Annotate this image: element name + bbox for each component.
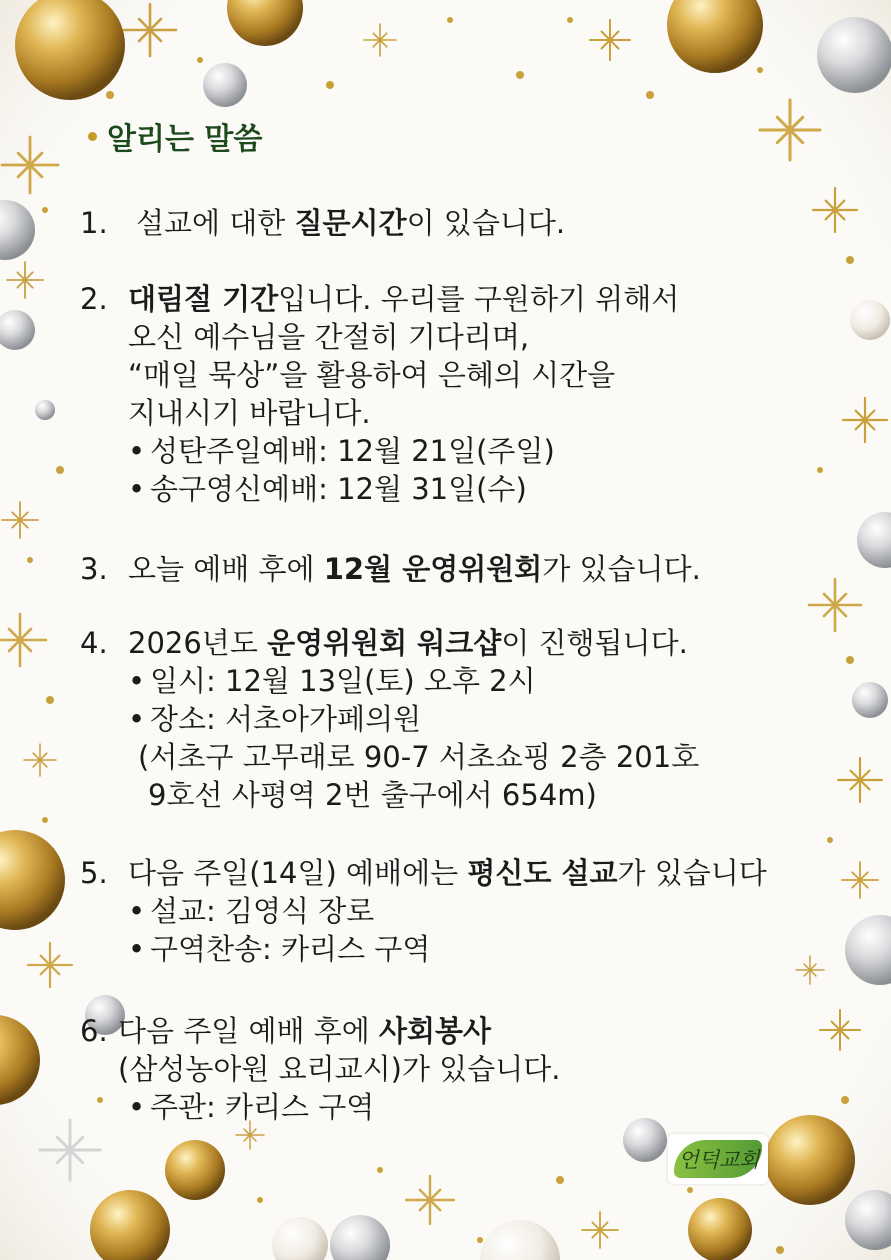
item-number: 4. [80, 626, 108, 660]
gold-bullet-icon [88, 132, 97, 141]
sub-item: • 성탄주일예배: 12월 21일(주일) [150, 432, 555, 470]
item-line [128, 318, 529, 356]
sub-item: • 일시: 12월 13일(토) 오후 2시 [150, 662, 536, 700]
text-segment: (삼성농아원 요리교시)가 있습니다. [118, 1052, 561, 1086]
sub-item: • 설교: 김영식 장로 [150, 892, 374, 930]
item-line [128, 624, 688, 662]
text-segment: 2026년도 [128, 626, 268, 660]
bold-text: 12월 운영위원회 [323, 552, 543, 586]
text-segment: 다음 주일 예배 후에 [118, 1014, 379, 1048]
item-line [128, 550, 701, 588]
text-segment: 가 있습니다. [542, 552, 701, 586]
text-segment: 지내시기 바랍니다. [128, 396, 371, 430]
item-line [128, 280, 679, 318]
item-number: 6. [80, 1014, 108, 1048]
item-line [128, 854, 767, 892]
page-title [108, 114, 262, 158]
item-line [118, 1050, 560, 1088]
sub-item: • 장소: 서초아가페의원 [150, 700, 421, 738]
item-number: 5. [80, 856, 108, 890]
item-line [118, 1012, 491, 1050]
text-segment: 설교에 대한 [136, 206, 295, 240]
logo-text: 언덕교회 [678, 1148, 760, 1172]
text-segment: 오늘 예배 후에 [128, 552, 324, 586]
bold-text: 질문시간 [294, 206, 407, 240]
item-line [128, 356, 615, 394]
bold-text: 사회봉사 [379, 1014, 492, 1048]
page-title-text: 알리는 말씀 [107, 122, 263, 157]
church-logo [668, 1134, 768, 1184]
address-note: (서초구 고무래로 90-7 서초쇼핑 2층 201호 [138, 740, 700, 774]
text-segment: 가 있습니다 [617, 856, 767, 890]
bold-text: 대림절 기간 [128, 282, 279, 316]
sub-item: • 송구영신예배: 12월 31일(수) [150, 470, 527, 508]
bold-text: 운영위원회 워크샵 [267, 626, 502, 660]
bold-text: 평신도 설교 [467, 856, 618, 890]
text-segment: 입니다. 우리를 구원하기 위해서 [278, 282, 680, 316]
sub-item: • 주관: 카리스 구역 [150, 1088, 374, 1126]
text-segment: 이 진행됩니다. [501, 626, 688, 660]
item-line [136, 204, 565, 242]
text-segment: 다음 주일(14일) 예배에는 [128, 856, 468, 890]
sub-item: • 구역찬송: 카리스 구역 [150, 930, 430, 968]
text-segment: 이 있습니다. [406, 206, 566, 240]
item-line [128, 394, 371, 432]
item-number: 3. [80, 552, 108, 586]
item-number: 2. [80, 282, 108, 316]
text-segment: 오신 예수님을 간절히 기다리며, [128, 320, 530, 354]
item-number: 1. [80, 206, 108, 240]
address-note: 9호선 사평역 2번 출구에서 654m) [148, 778, 597, 812]
text-segment: “매일 묵상”을 활용하여 은혜의 시간을 [128, 358, 616, 392]
